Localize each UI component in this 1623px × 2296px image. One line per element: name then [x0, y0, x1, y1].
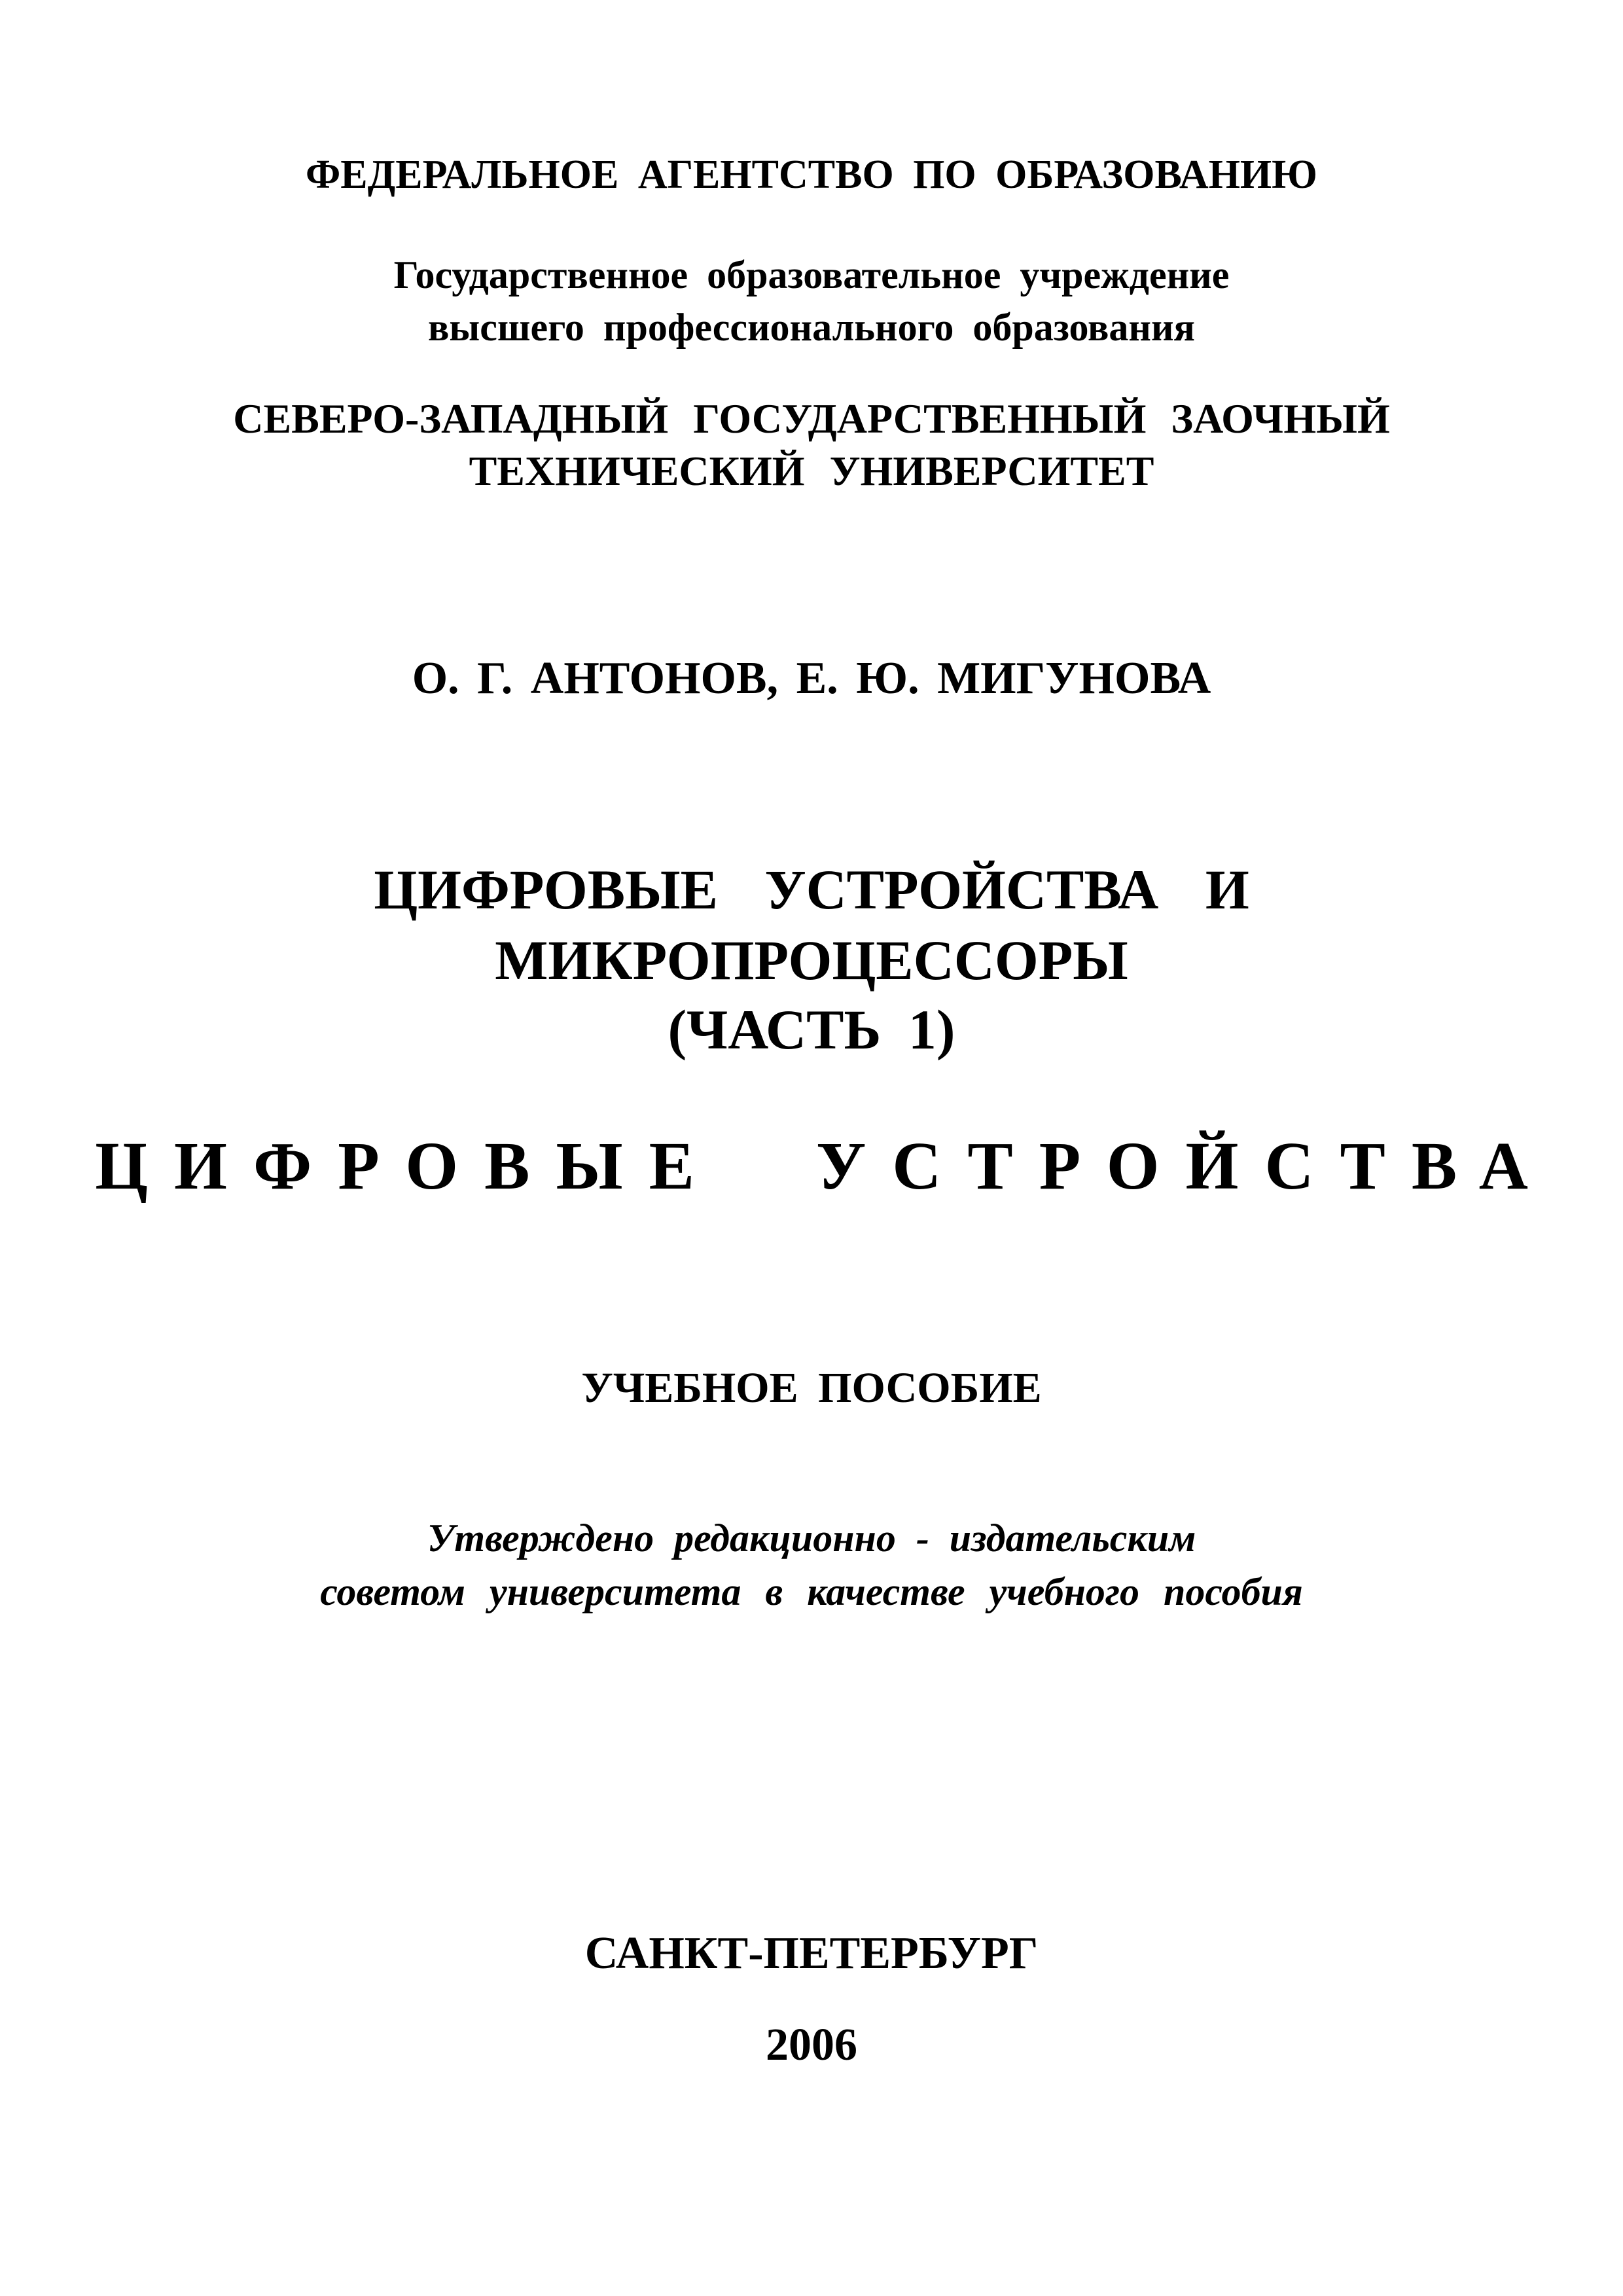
university-name-line1: СЕВЕРО-ЗАПАДНЫЙ ГОСУДАРСТВЕННЫЙ ЗАОЧНЫЙ — [233, 395, 1390, 442]
university-name-line2: ТЕХНИЧЕСКИЙ УНИВЕРСИТЕТ — [469, 448, 1154, 494]
book-subtitle: ЦИФРОВЫЕ УСТРОЙСТВА — [95, 1128, 1554, 1204]
publication-type: УЧЕБНОЕ ПОСОБИЕ — [581, 1364, 1042, 1412]
institution-type-line1: Государственное образовательное учреждение — [393, 253, 1230, 296]
approval-note-line1: Утверждено редакционно - издательским — [427, 1516, 1196, 1560]
approval-note-line2: советом университета в качестве учебного пособия — [320, 1570, 1303, 1613]
book-title-line2: МИКРОПРОЦЕССОРЫ — [495, 929, 1128, 992]
authors: О. Г. АНТОНОВ, Е. Ю. МИГУНОВА — [412, 653, 1211, 704]
publication-year: 2006 — [766, 2020, 857, 2070]
book-title-part: (ЧАСТЬ 1) — [668, 998, 955, 1061]
institution-type-line2: высшего профессионального образования — [427, 306, 1195, 349]
agency-name: ФЕДЕРАЛЬНОЕ АГЕНТСТВО ПО ОБРАЗОВАНИЮ — [306, 152, 1317, 197]
book-title-line1: ЦИФРОВЫЕ УСТРОЙСТВА И — [374, 858, 1249, 921]
publication-city: САНКТ-ПЕТЕРБУРГ — [584, 1928, 1039, 1979]
